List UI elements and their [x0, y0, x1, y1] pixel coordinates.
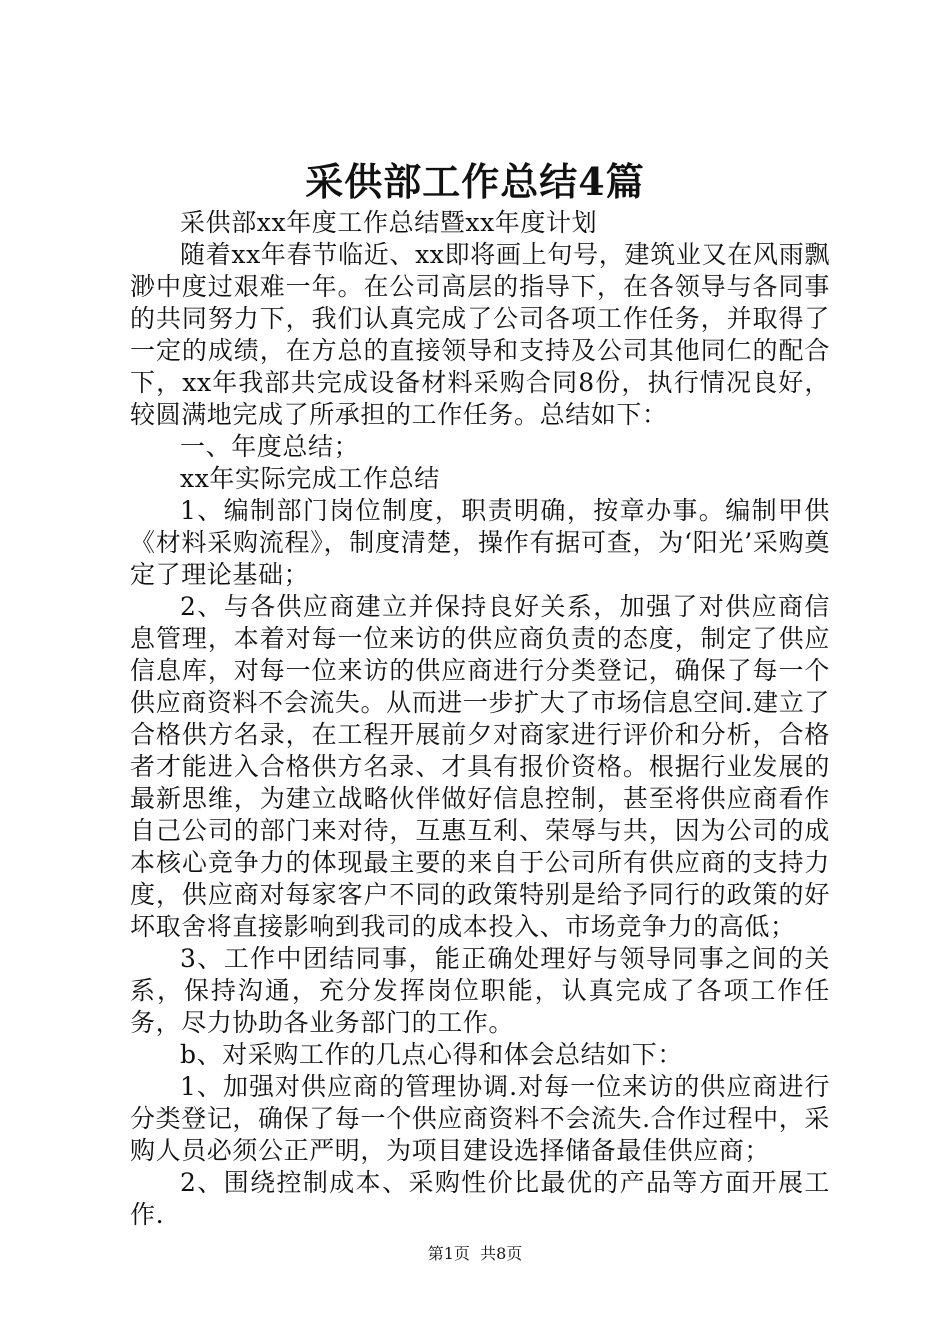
- paragraph-section-heading: 一、年度总结；: [180, 432, 360, 461]
- document-title: 采供部工作总结4篇: [305, 159, 645, 204]
- page-total: 共8页: [480, 1244, 523, 1263]
- page-number: 第1页: [427, 1244, 470, 1263]
- paragraph-item-3: 3、工作中团结同事，能正确处理好与领导同事之间的关系，保持沟通，充分发挥岗位职能，认真完成了各项工作任务，尽力协助各业务部门的工作。: [130, 944, 830, 1037]
- paragraph-intro: 随着xx年春节临近、xx即将画上句号，建筑业又在风雨飘渺中度过艰难一年。在公司高层的指导下，在各领导与各同事的共同努力下，我们认真完成了公司各项工作任务，并取得了一定的成绩，在方总的直接领导和支持及公司其他同仁的配合下，xx年我部共完成设备材料采购合同8份，执行情况良好，较圆满地完成了所承担的工作任务。总结如下：: [130, 240, 830, 429]
- paragraph-item-2: 2、与各供应商建立并保持良好关系，加强了对供应商信息管理，本着对每一位来访的供应商负责的态度，制定了供应信息库，对每一位来访的供应商进行分类登记，确保了每一个供应商资料不会流失。从而进一步扩大了市场信息空间.建立了合格供方名录，在工程开展前夕对商家进行评价和分析，合格者才能进入合格供方名录、才具有报价资格。根据行业发展的最新思维，为建立战略伙伴做好信息控制，甚至将供应商看作自己公司的部门来对待，互惠互利、荣辱与共，因为公司的成本核心竞争力的体现最主要的来自于公司所有供应商的支持力度，供应商对每家客户不同的政策特别是给予同行的政策的好坏取舍将直接影响到我司的成本投入、市场竞争力的高低；: [130, 592, 830, 941]
- page-footer: [0, 1244, 950, 1264]
- document-body: [130, 207, 830, 1231]
- paragraph-item-1: 1、编制部门岗位制度，职责明确，按章办事。编制甲供《材料采购流程》，制度清楚，操作有据可查，为‘阳光’采购奠定了理论基础；: [130, 496, 830, 589]
- paragraph-section-b: b、对采购工作的几点心得和体会总结如下：: [180, 1040, 684, 1069]
- paragraph-subheading: xx年实际完成工作总结: [180, 464, 440, 493]
- paragraph-b-item-1: 1、加强对供应商的管理协调.对每一位来访的供应商进行分类登记，确保了每一个供应商资料不会流失.合作过程中，采购人员必须公正严明，为项目建设选择储备最佳供应商；: [130, 1072, 830, 1165]
- paragraph-b-item-2: 2、围绕控制成本、采购性价比最优的产品等方面开展工作.: [130, 1168, 830, 1229]
- paragraph-subtitle: 采供部xx年度工作总结暨xx年度计划: [180, 208, 598, 237]
